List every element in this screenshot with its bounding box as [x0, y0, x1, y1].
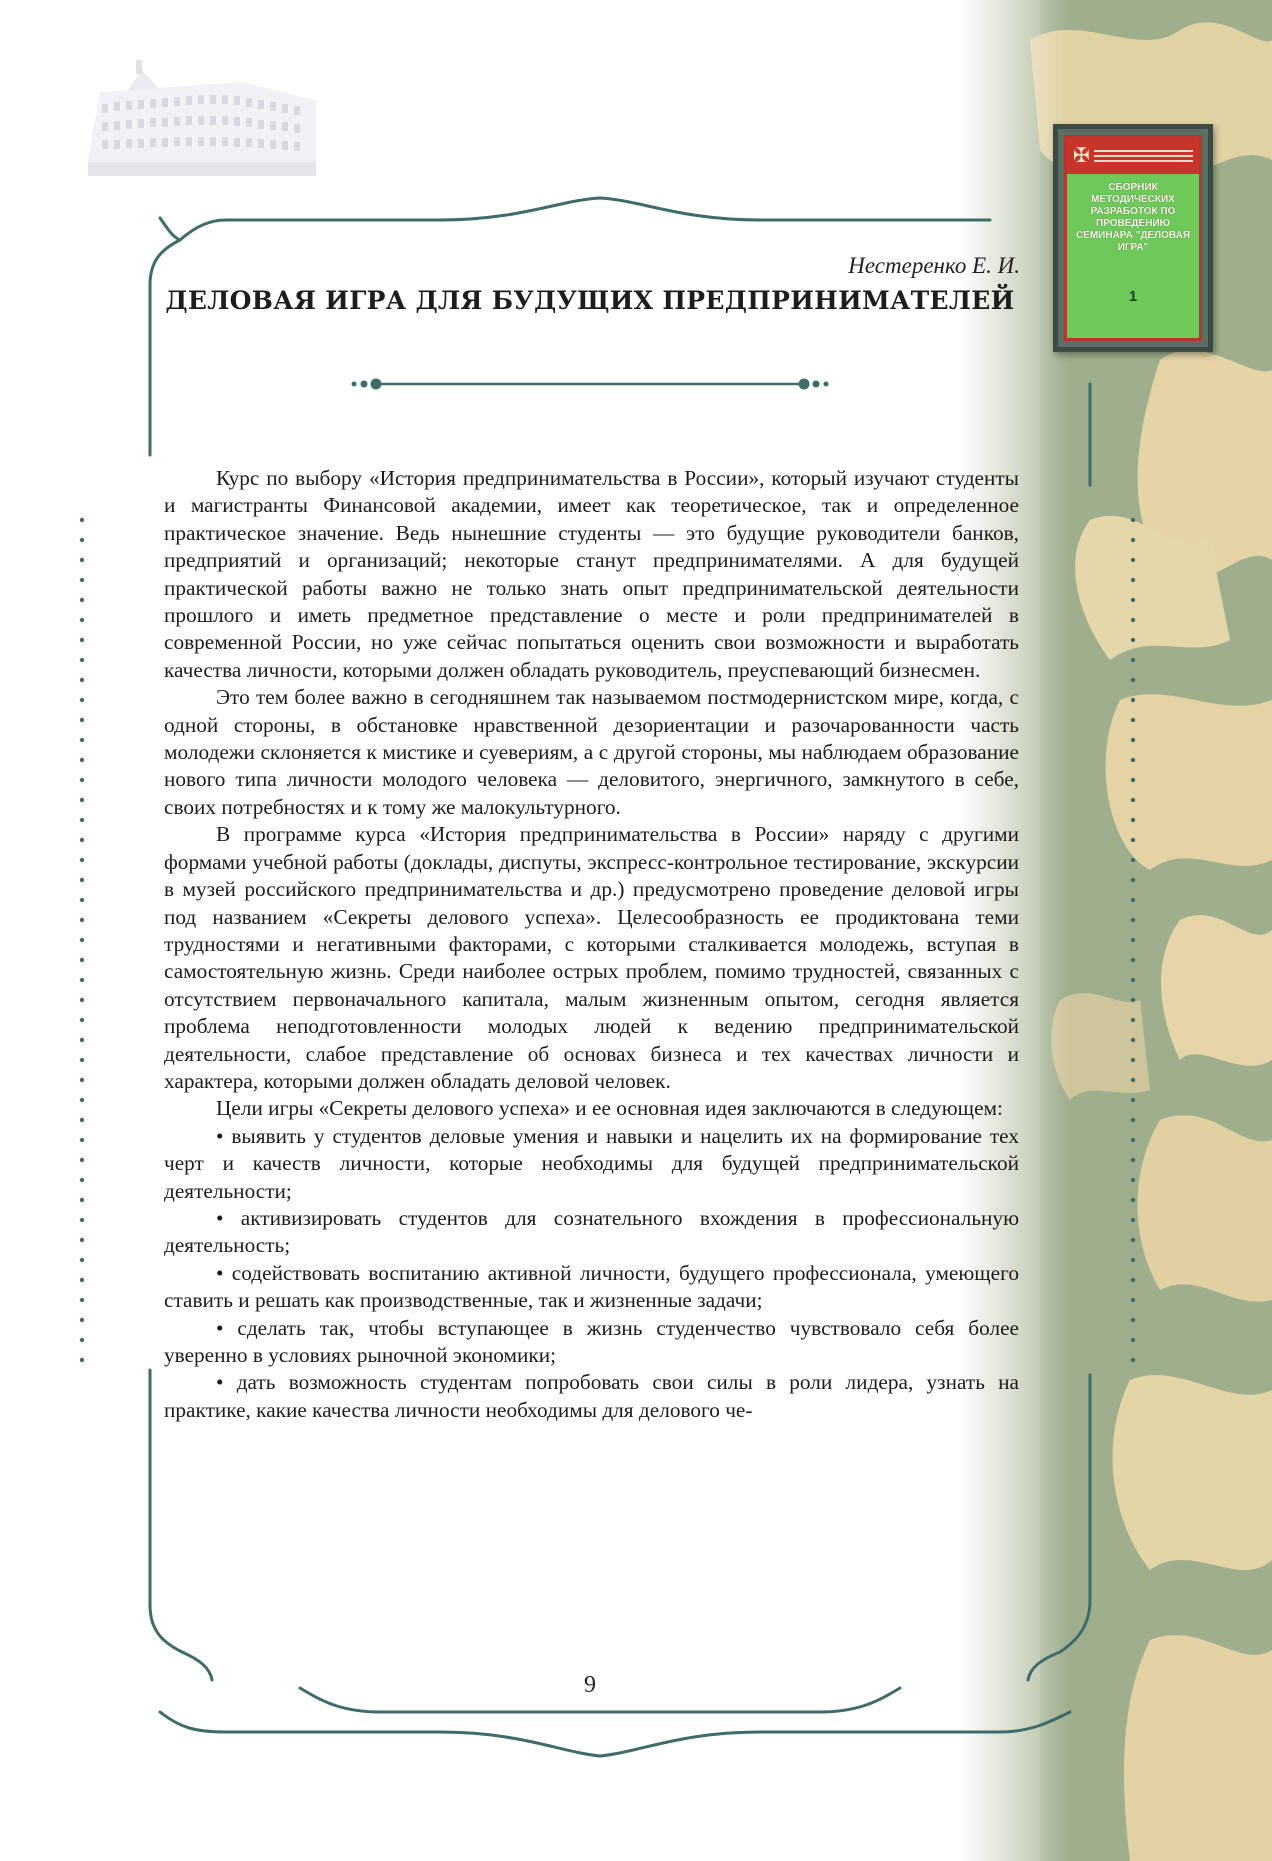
paragraph: Курс по выбору «История предпринимательства в России», который изучают студенты и магистранты Финансовой академии, имеет как теоретическое, так и определенное практическое значение. Ведь нынешние студенты — это будущие руководители банков, предприятий и организаций; некоторые станут предпринимателями. А для будущей практической работы важно не только знать опыт предпринимательской деятельности прошлого и иметь предметное представление о месте и роли предпринимателей в современной России, но уже сейчас попытаться оценить свои возможности и выработать качества личности, которыми должен обладать руководитель, преуспевающий бизнесмен. — [164, 466, 1019, 682]
bullet-item: • выявить у студентов деловые умения и навыки и нацелить их на формирование тех черт и качеств личности, которые необходимы для будущей предпринимательской деятельности; — [164, 1123, 1019, 1203]
title-divider — [352, 379, 828, 389]
book-cover-title: СБОРНИК МЕТОДИЧЕСКИХ РАЗРАБОТОК ПО ПРОВЕДЕНИЮ СЕМИНАРА "ДЕЛОВАЯ ИГРА" — [1075, 182, 1191, 253]
paragraph: В программе курса «История предпринимательства в России» наряду с другими формами учебной работы (доклады, диспуты, экспресс-контрольное тестирование, экскурсии в музей российского предпринимательства и др.) предусмотрено проведение деловой игры под названием «Секреты делового успеха». Целесообразность ее продиктована теми трудностями и негативными факторами, с которыми сталкивается молодежь, вступая в самостоятельную жизнь. Среди наиболее острых проблем, помимо трудностей, связанных с отсутствием первоначального капитала, малым жизненным опытом, сегодня является проблема неподготовленности молодых людей к ведению предпринимательской деятельности, слабое представление об основах бизнеса и тех качествах личности и характера, которыми должен обладать деловой человек. — [164, 822, 1019, 1093]
page-number: 9 — [584, 1672, 596, 1698]
bullet-item: • сделать так, чтобы вступающее в жизнь студенчество чувствовало себя более уверенно в условиях рыночной экономики; — [164, 1315, 1019, 1367]
bullet-item: • активизировать студентов для сознательного вхождения в профессиональную деятельность; — [164, 1205, 1019, 1258]
author-name: Нестеренко Е. И. — [848, 253, 1020, 278]
bullet-item: • содействовать воспитанию активной личности, будущего профессионала, умеющего ставить и решать как производственные, так и жизненные задачи; — [164, 1260, 1019, 1313]
article-body — [164, 465, 1019, 1424]
paragraph: Цели игры «Секреты делового успеха» и ее основная идея заключаются в следующем: — [216, 1096, 1003, 1121]
book-cover — [1053, 124, 1213, 352]
paragraph: Это тем более важно в сегодняшнем так называемом постмодернистском мире, когда, с одной стороны, в обстановке нравственной дезориентации и разочарованности часть молодежи склоняется к мистике и суевериям, а с другой стороны, мы наблюдаем образование нового типа личности молодого человека — деловитого, энергичного, замкнутого в себе, своих потребностях и к тому же малокультурного. — [164, 685, 1019, 819]
emblem-icon: ✠ — [1073, 145, 1090, 167]
book-cover-number: 1 — [1128, 288, 1138, 305]
article-title: ДЕЛОВАЯ ИГРА ДЛЯ БУДУЩИХ ПРЕДПРИНИМАТЕЛЕЙ — [165, 286, 1015, 315]
bullet-item: • дать возможность студентам попробовать свои силы в роли лидера, узнать на практике, какие качества личности необходимы для делового че- — [164, 1370, 1019, 1422]
